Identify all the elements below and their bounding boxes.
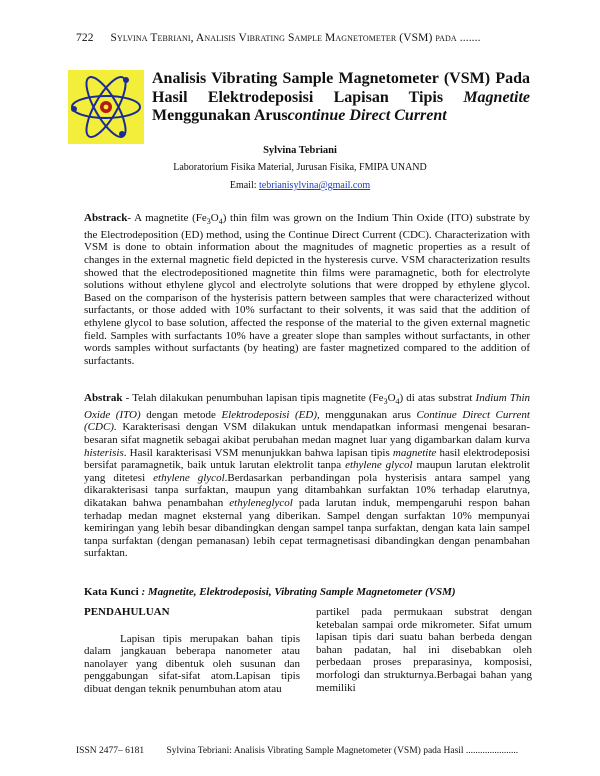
abstract-id-part: .Berdasarkan perbandingan pola hysterisis antara sampel yang dikarakterisasi tanpa surfaktan, maupun yang ditambahkan surfaktan 10% terhadap elarutnya, dikatakan bahwa penambahan [84,471,530,509]
abstract-id-part: maupun larutan elektrolit yang ditetesi [84,459,530,484]
subscript: 4 [218,217,223,227]
abstract-id-part: pada larutan induk, mempengaruhi respon bahan terhadap medan magnet eksternal yang diberikan. Sampel dengan surfaktan 10% mempunyai kemiringan yang lebih besar dibandingkan dengan sampel tanpa surfaktan, dengan kata lain sampel tanpa surfaktan (dengan pemanasan) lebih cepat termagnetisasi dibandingkan dengan penambahan surfaktan. [84,496,530,560]
abstract-id-part: ) di atas substrat [399,392,476,404]
abstract-id-part: hasil elektrodeposisi bersifat paramagnetik, baik untuk larutan elektrolit tanpa [84,446,531,472]
email-label: Email: [229,180,260,191]
abstract-en-part: - A magnetite (Fe [127,212,207,224]
subscript: 3 [383,397,388,407]
abstract-id-italic: ethylene glycol [153,471,225,484]
paper-title [152,70,530,126]
abstract-id-italic: ethylene glycol [345,459,413,472]
abstract-id-part: O [387,392,396,404]
abstract-id-part: - Telah dilakukan penumbuhan lapisan tipis magnetite (Fe [122,392,384,404]
abstract-indonesian [84,392,530,560]
abstract-id-part: , menggunakan arus [317,408,417,421]
subscript: 3 [206,217,211,227]
subscript: 4 [395,397,400,407]
footer [76,746,518,756]
nucleus-core [104,105,109,110]
keywords-label: Kata Kunci [84,586,142,598]
page-number: 722 [76,32,94,44]
abstract-english [84,212,530,367]
journal-logo [68,70,144,144]
intro-paragraph-left: Lapisan tipis merupakan bahan tipis dalam jangkauan beberapa nanometer atau nanolayer yang dibentuk oleh susunan dan penggabungan sifat-sifat atom.Lapisan tipis dibuat dengan teknik penumbuhan atom atau [84,632,300,695]
title-line-3-text: Menggunakan Arus [152,107,288,124]
abstract-en-part: O [210,212,219,224]
affiliation: Laboratorium Fisika Material, Jurusan Fisika, FMIPA UNAND [173,162,427,173]
title-line-2-text: Hasil Elektrodeposisi Lapisan Tipis [152,88,464,106]
title-line-3-italic: continue Direct Current [287,107,447,124]
abstract-english-label: Abstrack [84,212,128,224]
intro-column-left [84,606,300,696]
title-line-3 [152,107,530,126]
abstract-id-italic: ethyleneglycol [229,496,293,509]
email-link[interactable]: tebrianisylvina@gmail.com [259,180,371,191]
author-email [0,180,600,191]
abstract-id-italic: histerisis [84,446,124,459]
abstract-id-italic: Continue Direct Current (CDC). [84,408,530,434]
abstract-id-italic: Elektrodeposisi (ED) [221,408,318,421]
intro-paragraph-right: partikel pada permukaan substrat dengan ketebalan sampai orde mikrometer. Sifat umum lapisan tipis dari suatu bahan berbeda dengan bahan padatan, hal ini disebabkan oleh perbedaan proses preparasinya, komposisi, morfologi dan strukturnya.Berbagai bahan yang memiliki [316,606,532,694]
footer-text: Sylvina Tebriani: Analisis Vibrating Sample Magnetometer (VSM) pada Hasil ...................... [166,746,519,756]
title-line-2 [152,89,530,108]
footer-issn: ISSN 2477– 6181 [76,746,145,756]
abstract-id-part: Karakterisasi dengan VSM dilakukan untuk mendapatkan informasi mengenai besaran-besaran sifat magnetik sebagai akibat perubahan medan magnet luar yang digambarkan dalam kurva [84,421,530,446]
section-heading-intro: PENDAHULUAN [84,606,170,618]
atom-icon [68,70,144,144]
abstract-id-italic: magnetite [392,446,437,459]
keywords [84,586,530,598]
running-head [76,32,481,44]
abstract-id-part: dengan metode [140,408,222,421]
author-name: Sylvina Tebriani [263,145,337,156]
keywords-text: : Magnetite, Elektrodeposisi, Vibrating Sample Magnetometer (VSM) [141,586,456,598]
title-line-1: Analisis Vibrating Sample Magnetometer (VSM) Pada [152,70,530,87]
intro-column-right [316,606,532,694]
abstract-id-italic: Indium Thin Oxide (ITO) [84,392,531,421]
abstract-en-part: ) thin film was grown on the Indium Thin Oxide (ITO) substrate by the Electrodeposition (ED) method, using the Continue Direct Current (CDC). Characterization with VSM is done to obtain information about the magnitudes of magnetic properties as a result of changes in the external magnetic field depicted in the hysteresis curve. VSM characterization results showed that the electrodepositioned magnetite thin films were paramagnetic, both for electrolyte solutions without ethylene glycol and electrolyte solutions that were dropped by ethylene glycol. Based on the comparison of the hysterisis pattern between samples that were characterized without surfactants, or those added with 10% surfactant to their solvents, it was said that the addition of ethylene glycol to base solution, affected the response of the material to the given external magnetic field. Samples with surfactants 10% have a greater slope than samples without surfactants, in other words samples without surfactants (by heating) are faster magnetized compared to the addition of surfactants. [84,212,530,367]
electron-b [123,77,129,83]
abstract-indonesian-label: Abstrak [84,392,123,404]
title-line-2-italic: Magnetite [463,88,530,106]
electron-a [71,106,77,112]
electron-c [119,131,125,137]
abstract-id-part: . Hasil karakterisasi VSM menunjukkan bahwa lapisan tipis [123,446,393,459]
running-head-text: Sylvina Tebriani, Analisis Vibrating Sample Magnetometer (VSM) pada ....... [110,32,481,44]
